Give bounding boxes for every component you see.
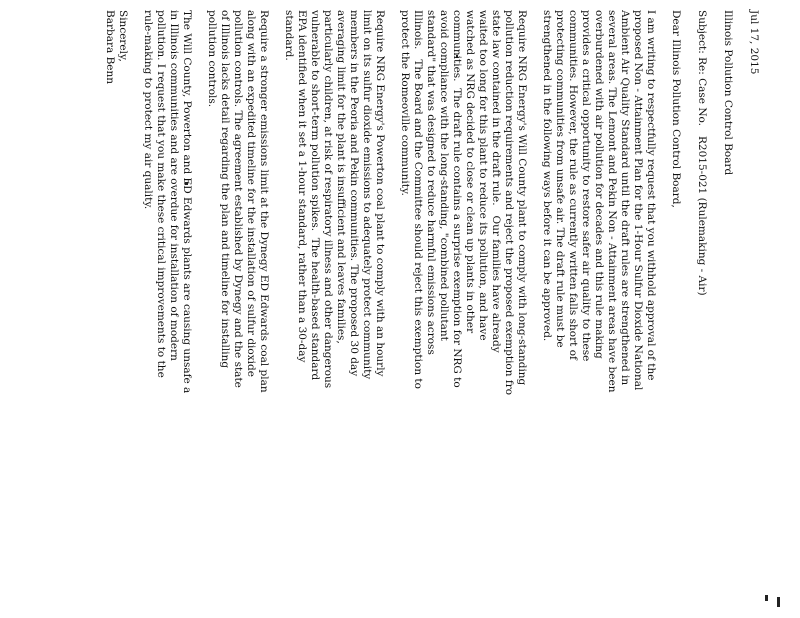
paragraph-line: Require NRG Energy's Will County plant to comply with long-standing: [516, 10, 528, 386]
paragraph-line: waited too long for this plant to reduce its pollution, and have: [477, 10, 489, 341]
paragraph-2: [398, 10, 528, 570]
letter-recipient: Illinois Pollution Control Board: [722, 10, 734, 176]
paragraph-line: overburdened with air pollution for decades and this rule making: [593, 10, 605, 359]
paragraph-line: along with an expedited timeline for the installation of sulfur dioxide: [245, 10, 257, 377]
paragraph-3: [282, 10, 386, 570]
paragraph-line: pollution controls.: [206, 10, 218, 108]
letter-closing: Sincerely,: [117, 10, 129, 62]
letter-date: Jul 17, 2015: [748, 10, 760, 75]
letter-signature: Barbara Benn: [104, 10, 116, 85]
paragraph-line: pollution reduction requirements and reject the proposed exemption fro: [503, 10, 515, 396]
scan-speck: [765, 595, 768, 601]
paragraph-line: protecting communities from unsafe air. The draft rule must be: [554, 10, 566, 348]
paragraph-line: pollution controls. The agreement established by Dynegy and the state: [232, 10, 244, 388]
paragraph-line: Require a stronger emissions limit at the Dynegy ED Edwards coal plan: [258, 10, 270, 393]
paragraph-line: The Will County, Powerton and ED Edwards plants are causing unsafe a: [181, 10, 193, 394]
paragraph-line: provides a critical opportunity to restore safer air quality to these: [580, 10, 592, 362]
paragraph-line: pollution. I request that you make these critical improvements to the: [155, 10, 167, 378]
paragraph-line: I am writing to respectfully request that you withhold approval of the: [645, 10, 657, 381]
paragraph-line: Illinois. The Board and the Committee should reject this exemption to: [412, 10, 424, 389]
paragraph-line: Ambient Air Quality Standard until the draft rules are strengthened in: [619, 10, 631, 386]
paragraph-line: limit on its sulfur dioxide emissions to adequately protect community: [361, 10, 373, 380]
paragraph-line: standard" that was designed to reduce harmful emissions across: [425, 10, 437, 355]
letter-salutation: Dear Illinois Pollution Control Board,: [670, 10, 682, 208]
paragraph-line: rule-making to protect my air quality.: [142, 10, 154, 210]
paragraph-line: several areas. The Lemont and Pekin Non - Attainment areas have been: [606, 10, 618, 393]
paragraph-line: strengthened in the following ways before it can be approved.: [541, 10, 553, 342]
paragraph-1: [540, 10, 657, 570]
paragraph-line: watched as NRG decided to close or clean up plants in other: [464, 10, 476, 334]
paragraph-line: proposed Non - Attainment Plan for the 1-Hour Sulfur Dioxide National: [632, 10, 644, 391]
paragraph-line: particularly children, at risk of respiratory illness and other dangerous: [322, 10, 334, 389]
paragraph-line: communities. However, the rule as currently written falls short of: [567, 10, 579, 360]
paragraph-line: averaging limit for the plant is insufficient and leaves families,: [335, 10, 347, 344]
paragraph-5: [141, 10, 193, 570]
paragraph-line: state law contained in the draft rule. Our families have already: [490, 10, 502, 353]
paragraph-line: Require NRG Energy's Powerton coal plant to comply with an hourly: [374, 10, 386, 377]
paragraph-line: in Illinois communities and are overdue for installation of modern: [168, 10, 180, 361]
paragraph-4: [205, 10, 270, 570]
letter-subject: Subject: Re: Case No. R2015-021 (Rulemaking - Air): [696, 10, 708, 296]
paragraph-line: members in the Peoria and Pekin communities. The proposed 30 day: [348, 10, 360, 377]
rotated-letter-body: [40, 10, 760, 570]
scan-speck: [777, 597, 780, 607]
closing-block: [103, 10, 129, 570]
paragraph-line: EPA identified when it set a 1-hour standard, rather than a 30-day: [296, 10, 308, 363]
paragraph-line: avoid compliance with the long-standing, "combined pollutant: [438, 10, 450, 341]
paragraph-line: communities. The draft rule contains a surprise exemption for NRG to: [451, 10, 463, 388]
paragraph-line: of Illinois lacks detail regarding the plan and timeline for installing: [219, 10, 231, 369]
paragraph-line: standard.: [283, 10, 295, 61]
paragraph-line: vulnerable to short-term pollution spikes. The health-based standard: [309, 10, 321, 381]
paragraph-line: protect the Romeoville community.: [399, 10, 411, 196]
